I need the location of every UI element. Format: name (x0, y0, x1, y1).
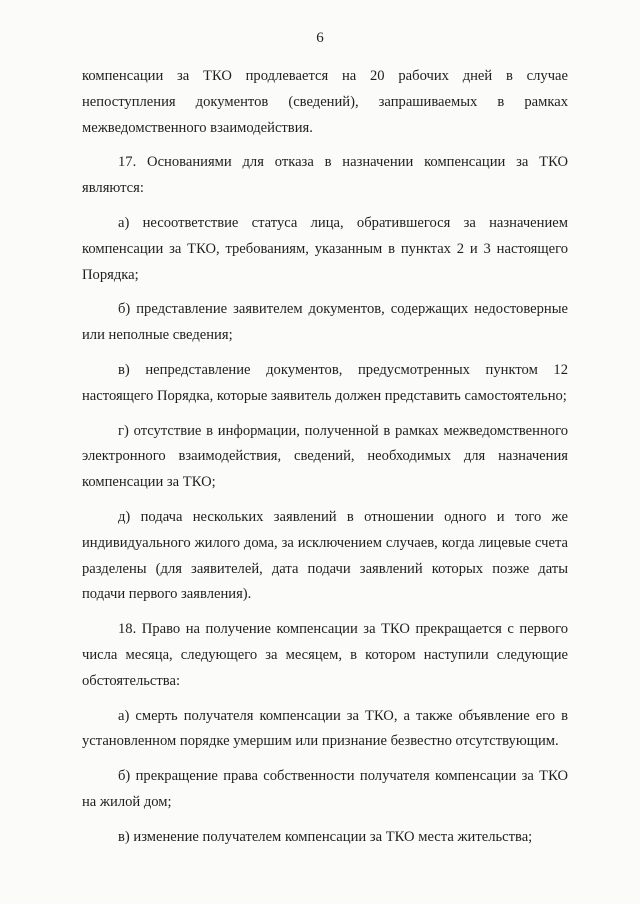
list-item-18b: б) прекращение права собственности получателя компенсации за ТКО на жилой дом; (82, 768, 568, 810)
list-item-17v: в) непредставление документов, предусмотренных пунктом 12 настоящего Порядка, которые заявитель должен представить самостоятельно; (82, 361, 568, 404)
list-item-17d: д) подача нескольких заявлений в отношении одного и того же индивидуального жилого дома, за исключением случаев, когда лицевые счета разделены (для заявителей, дата подачи заявлений которых позже даты подачи первого заявления). (82, 508, 568, 603)
list-item-18v: в) изменение получателем компенсации за ТКО места жительства; (118, 828, 533, 845)
list-item-17a: а) несоответствие статуса лица, обратившегося за назначением компенсации за ТКО, требованиям, указанным в пунктах 2 и 3 настоящего Порядка; (82, 214, 568, 283)
list-item-17b: б) представление заявителем документов, содержащих недостоверные или неполные сведения; (82, 301, 568, 344)
document-body (82, 64, 568, 860)
list-item-17g: г) отсутствие в информации, полученной в рамках межведомственного электронного взаимодействия, сведений, необходимых для назначения компенсации за ТКО; (82, 422, 568, 491)
paragraph-18: 18. Право на получение компенсации за ТКО прекращается с первого числа месяца, следующего за месяцем, в котором наступили следующие обстоятельства: (82, 621, 568, 689)
paragraph-continuation: компенсации за ТКО продлевается на 20 рабочих дней в случае непоступления документов (сведений), запрашиваемых в рамках межведомственного взаимодействия. (82, 68, 568, 136)
paragraph-17: 17. Основаниями для отказа в назначении компенсации за ТКО являются: (82, 154, 568, 197)
page-number: 6 (316, 30, 324, 46)
list-item-18a: а) смерть получателя компенсации за ТКО, а также объявление его в установленном порядке умершим или признание безвестно отсутствующим. (82, 707, 568, 750)
